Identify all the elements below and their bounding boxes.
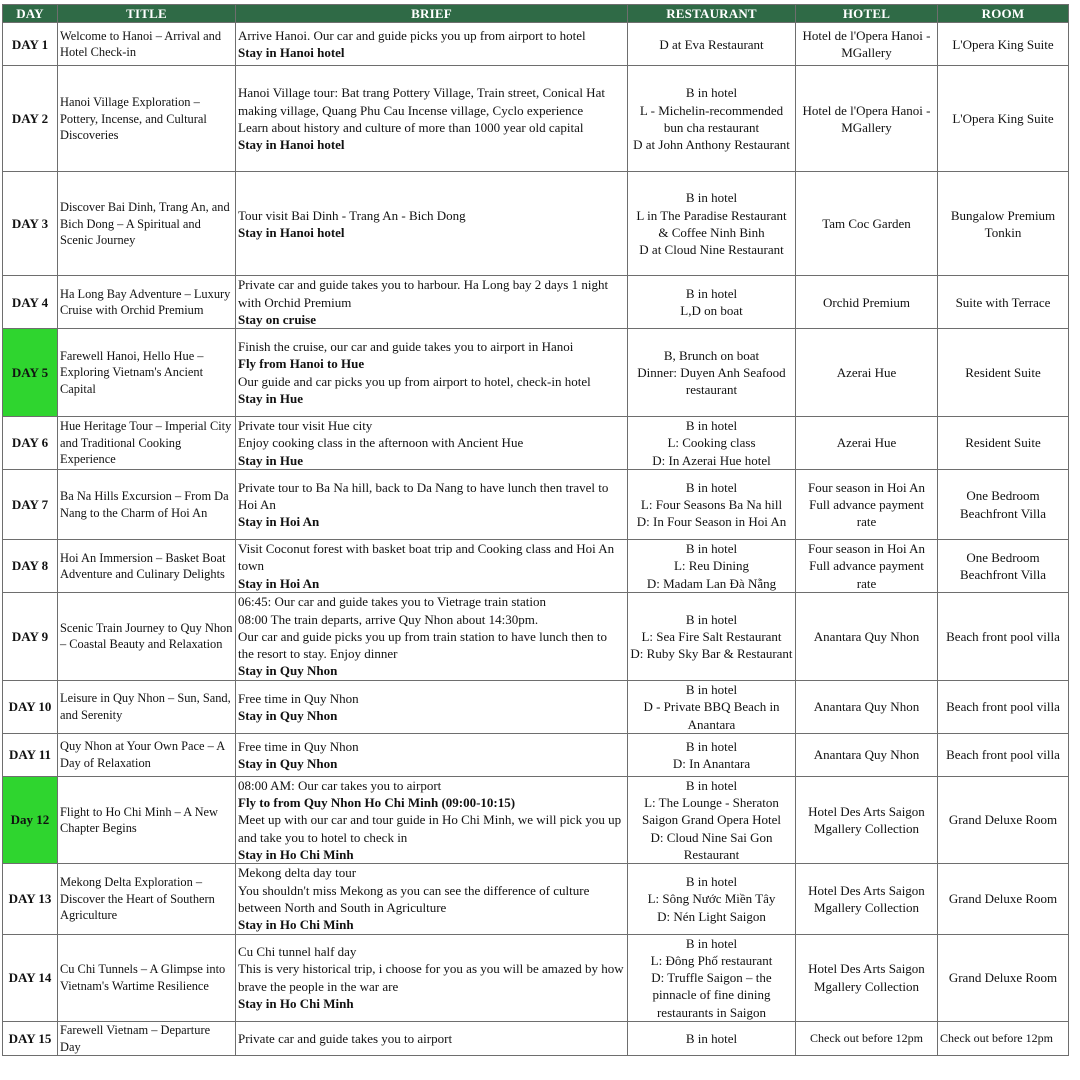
title-cell: Farewell Vietnam – Departure Day [58,1022,236,1056]
table-row [3,172,1069,276]
meal-line: D at Cloud Nine Restaurant [639,242,784,258]
restaurant-cell [628,733,796,776]
meal-line: D: In Four Season in Hoi An [636,514,787,530]
brief-stay-line: Stay in Ho Chi Minh [238,847,354,863]
meal-line: L: Sea Fire Salt Restaurant [641,628,782,644]
brief-stay-line: Stay in Hanoi hotel [238,137,345,153]
restaurant-cell [628,470,796,540]
meal-line: L: Đông Phố restaurant [650,952,773,968]
day-cell: DAY 1 [3,23,58,66]
brief-cell [236,329,628,417]
meal-line: B in hotel [685,873,738,889]
table-row [3,470,1069,540]
restaurant-cell [628,329,796,417]
brief-stay-line: Fly to from Quy Nhon Ho Chi Minh (09:00-10:15) [238,795,516,811]
meal-line: B in hotel [685,1030,738,1046]
table-row [3,592,1069,680]
brief-cell [236,1022,628,1056]
meal-line: Dinner: Duyen Anh Seafood restaurant [637,365,786,398]
brief-line: Free time in Quy Nhon [238,690,359,706]
brief-line: Hanoi Village tour: Bat trang Pottery Village, Train street, Conical Hat making village, Quang Phu Cau Incense village, Cyclo experience [238,85,605,118]
hotel-cell: Check out before 12pm [796,1022,938,1056]
brief-line: Meet up with our car and tour guide in Ho Chi Minh, we will pick you up and take you to hotel to check in [238,812,622,845]
title-cell: Hanoi Village Exploration – Pottery, Incense, and Cultural Discoveries [58,66,236,172]
meal-line: D: Ruby Sky Bar & Restaurant [630,646,793,662]
brief-cell [236,776,628,863]
meal-line: L,D on boat [680,303,743,319]
title-cell: Mekong Delta Exploration – Discover the Heart of Southern Agriculture [58,864,236,934]
meal-line: L - Michelin-recommended bun cha restaurant [639,102,784,135]
meal-line: B in hotel [685,190,738,206]
room-cell: One Bedroom Beachfront Villa [938,470,1069,540]
day-cell: DAY 15 [3,1022,58,1056]
brief-line: 06:45: Our car and guide takes you to Vietrage train station [238,594,547,610]
brief-cell [236,23,628,66]
meal-line: D: Truffle Saigon – the pinnacle of fine dining restaurants in Saigon [651,970,772,1020]
brief-line: Enjoy cooking class in the afternoon with Ancient Hue [238,435,524,451]
table-row [3,776,1069,863]
day-cell: DAY 8 [3,540,58,593]
table-row [3,733,1069,776]
title-cell: Ha Long Bay Adventure – Luxury Cruise with Orchid Premium [58,276,236,329]
room-cell: Resident Suite [938,417,1069,470]
table-row [3,276,1069,329]
room-cell: Beach front pool villa [938,680,1069,733]
hotel-cell: Anantara Quy Nhon [796,680,938,733]
table-row [3,329,1069,417]
day-cell: DAY 5 [3,329,58,417]
table-row [3,680,1069,733]
restaurant-cell [628,417,796,470]
room-cell: Bungalow Premium Tonkin [938,172,1069,276]
brief-line: Private car and guide takes you to harbour. Ha Long bay 2 days 1 night with Orchid Premium [238,277,609,310]
hotel-cell: Orchid Premium [796,276,938,329]
table-row [3,864,1069,934]
meal-line: B in hotel [685,541,738,557]
meal-line: D: In Azerai Hue hotel [652,452,771,468]
room-cell: L'Opera King Suite [938,23,1069,66]
day-cell: DAY 7 [3,470,58,540]
brief-stay-line: Stay in Ho Chi Minh [238,996,354,1012]
brief-stay-line: Fly from Hanoi to Hue [238,356,365,372]
title-cell: Farewell Hanoi, Hello Hue – Exploring Vietnam's Ancient Capital [58,329,236,417]
header-hotel: HOTEL [796,5,938,23]
room-cell: L'Opera King Suite [938,66,1069,172]
room-cell: Beach front pool villa [938,592,1069,680]
restaurant-cell [628,172,796,276]
header-restaurant: RESTAURANT [628,5,796,23]
hotel-cell: Hotel de l'Opera Hanoi - MGallery [796,23,938,66]
title-cell: Hoi An Immersion – Basket Boat Adventure and Culinary Delights [58,540,236,593]
hotel-cell: Anantara Quy Nhon [796,733,938,776]
meal-line: B in hotel [685,479,738,495]
brief-cell [236,417,628,470]
day-cell: DAY 6 [3,417,58,470]
brief-stay-line: Stay in Ho Chi Minh [238,917,354,933]
room-cell: Resident Suite [938,329,1069,417]
brief-stay-line: Stay in Hanoi hotel [238,45,345,61]
restaurant-cell [628,540,796,593]
brief-stay-line: Stay in Hoi An [238,514,320,530]
brief-cell [236,276,628,329]
brief-cell [236,864,628,934]
table-row [3,934,1069,1021]
meal-line: D: Madam Lan Đà Nẵng [646,575,777,591]
brief-cell [236,680,628,733]
meal-line: L: Reu Dining [673,558,750,574]
meal-line: L: The Lounge - Sheraton Saigon Grand Opera Hotel [642,795,781,828]
title-cell: Hue Heritage Tour – Imperial City and Traditional Cooking Experience [58,417,236,470]
restaurant-cell [628,592,796,680]
brief-line: 08:00 AM: Our car takes you to airport [238,777,442,793]
room-cell: Suite with Terrace [938,276,1069,329]
brief-line: You shouldn't miss Mekong as you can see the difference of culture between North and South in Agriculture [238,882,590,915]
day-cell: DAY 3 [3,172,58,276]
restaurant-cell [628,776,796,863]
brief-line: Cu Chi tunnel half day [238,944,357,960]
restaurant-cell [628,680,796,733]
brief-stay-line: Stay in Hue [238,390,304,406]
brief-line: Finish the cruise, our car and guide takes you to airport in Hanoi [238,339,574,355]
hotel-cell: Azerai Hue [796,417,938,470]
hotel-cell: Anantara Quy Nhon [796,592,938,680]
meal-line: D: Cloud Nine Sai Gon Restaurant [650,829,773,863]
meal-line: B, Brunch on boat [663,347,760,363]
brief-line: Our guide and car picks you up from airport to hotel, check-in hotel [238,373,591,389]
hotel-cell: Hotel de l'Opera Hanoi - MGallery [796,66,938,172]
room-cell: Check out before 12pm [938,1022,1069,1056]
meal-line: L: Cooking class [667,435,756,451]
header-room: ROOM [938,5,1069,23]
brief-stay-line: Stay in Hue [238,452,304,468]
restaurant-cell [628,1022,796,1056]
brief-cell [236,733,628,776]
hotel-cell: Hotel Des Arts Saigon Mgallery Collection [796,776,938,863]
room-cell: Grand Deluxe Room [938,934,1069,1021]
meal-line: L: Sông Nước Miền Tây [647,891,776,907]
title-cell: Quy Nhon at Your Own Pace – A Day of Relaxation [58,733,236,776]
meal-line: D: In Anantara [672,755,751,771]
room-cell: Grand Deluxe Room [938,864,1069,934]
day-cell: DAY 4 [3,276,58,329]
brief-line: Tour visit Bai Dinh - Trang An - Bich Dong [238,207,466,223]
restaurant-cell [628,276,796,329]
meal-line: D at John Anthony Restaurant [633,137,790,153]
brief-cell [236,540,628,593]
itinerary-table [2,4,1069,1056]
title-cell: Flight to Ho Chi Minh – A New Chapter Begins [58,776,236,863]
restaurant-cell [628,66,796,172]
day-cell: DAY 2 [3,66,58,172]
meal-line: D at Eva Restaurant [659,36,764,52]
meal-line: D: Nén Light Saigon [657,908,766,924]
hotel-cell: Hotel Des Arts Saigon Mgallery Collection [796,934,938,1021]
brief-stay-line: Stay in Hanoi hotel [238,224,345,240]
brief-line: Arrive Hanoi. Our car and guide picks you up from airport to hotel [238,28,586,43]
meal-line: B in hotel [685,935,738,951]
table-row [3,23,1069,66]
table-row [3,66,1069,172]
brief-line: This is very historical trip, i choose for you as you will be amazed by how brave the people in the war are [238,961,624,994]
itinerary-body [3,23,1069,1056]
brief-line: Private tour to Ba Na hill, back to Da Nang to have lunch then travel to Hoi An [238,479,609,512]
hotel-cell: Tam Coc Garden [796,172,938,276]
meal-line: L: Four Seasons Ba Na hill [640,496,783,512]
day-cell: Day 12 [3,776,58,863]
meal-line: D - Private BBQ Beach in Anantara [643,699,780,732]
hotel-cell: Four season in Hoi An Full advance payment rate [796,540,938,593]
brief-stay-line: Stay in Quy Nhon [238,663,338,679]
title-cell: Welcome to Hanoi – Arrival and Hotel Check-in [58,23,236,66]
brief-line: Our car and guide picks you up from train station to have lunch then to the resort to stay. Enjoy dinner [238,628,607,662]
restaurant-cell [628,864,796,934]
day-cell: DAY 9 [3,592,58,680]
brief-line: Visit Coconut forest with basket boat trip and Cooking class and Hoi An town [238,541,615,574]
brief-cell [236,66,628,172]
hotel-cell: Azerai Hue [796,329,938,417]
meal-line: B in hotel [685,285,738,301]
brief-cell [236,592,628,680]
brief-line: Private tour visit Hue city [238,418,373,434]
brief-line: 08:00 The train departs, arrive Quy Nhon about 14:30pm. [238,611,539,627]
meal-line: B in hotel [685,418,738,434]
room-cell: Grand Deluxe Room [938,776,1069,863]
title-cell: Scenic Train Journey to Quy Nhon – Coastal Beauty and Relaxation [58,592,236,680]
day-cell: DAY 10 [3,680,58,733]
hotel-cell: Hotel Des Arts Saigon Mgallery Collection [796,864,938,934]
header-row [3,5,1069,23]
brief-line: Mekong delta day tour [238,865,357,881]
room-cell: Beach front pool villa [938,733,1069,776]
brief-stay-line: Stay on cruise [238,311,316,327]
day-cell: DAY 13 [3,864,58,934]
meal-line: B in hotel [685,738,738,754]
meal-line: B in hotel [685,85,738,101]
title-cell: Leisure in Quy Nhon – Sun, Sand, and Serenity [58,680,236,733]
brief-stay-line: Stay in Hoi An [238,575,320,591]
meal-line: B in hotel [685,681,738,697]
brief-cell [236,470,628,540]
brief-stay-line: Stay in Quy Nhon [238,755,338,771]
title-cell: Ba Na Hills Excursion – From Da Nang to the Charm of Hoi An [58,470,236,540]
meal-line: B in hotel [685,611,738,627]
brief-cell [236,934,628,1021]
restaurant-cell [628,934,796,1021]
brief-line: Private car and guide takes you to airport [238,1030,453,1046]
hotel-cell: Four season in Hoi An Full advance payment rate [796,470,938,540]
header-title: TITLE [58,5,236,23]
table-row [3,417,1069,470]
meal-line: L in The Paradise Restaurant & Coffee Ninh Binh [636,207,787,240]
header-day: DAY [3,5,58,23]
room-cell: One Bedroom Beachfront Villa [938,540,1069,593]
header-brief: BRIEF [236,5,628,23]
brief-line: Free time in Quy Nhon [238,738,359,754]
table-row [3,540,1069,593]
table-row [3,1022,1069,1056]
brief-stay-line: Stay in Quy Nhon [238,707,338,723]
day-cell: DAY 14 [3,934,58,1021]
restaurant-cell [628,23,796,66]
title-cell: Cu Chi Tunnels – A Glimpse into Vietnam's Wartime Resilience [58,934,236,1021]
meal-line: B in hotel [685,777,738,793]
brief-cell [236,172,628,276]
day-cell: DAY 11 [3,733,58,776]
brief-line: Learn about history and culture of more than 1000 year old capital [238,119,584,135]
title-cell: Discover Bai Dinh, Trang An, and Bich Dong – A Spiritual and Scenic Journey [58,172,236,276]
